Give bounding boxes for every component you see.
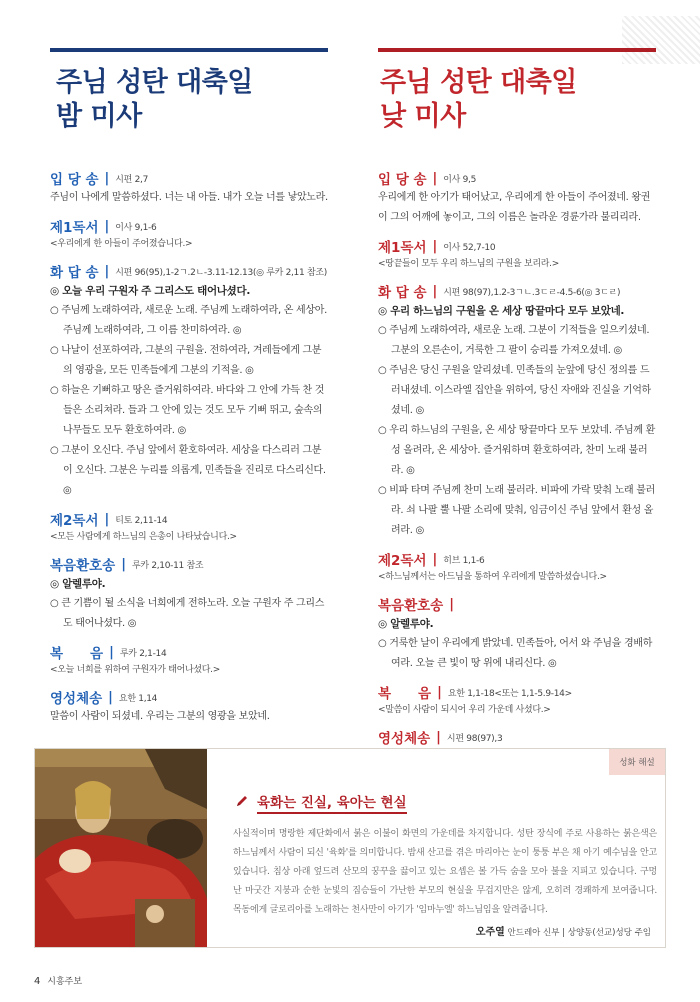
section-ref: 루카 2,1-14 (119, 648, 167, 659)
entrance-antiphon-heading: 입 당 송 | 이사 9,5 (378, 168, 656, 188)
entrance-antiphon-heading: 입 당 송 | 시편 2,7 (50, 168, 328, 188)
commentary-body: 사실적이며 명랑한 제단화에서 붉은 이불이 화면의 가운데를 차지합니다. 성탄 장식에 주로 사용하는 붉은색은 하느님께서 사람이 되신 '육화'를 의미합니다. 밤새 산고를 겪은 마리아는 눈이 퉁퉁 부은 채 아기 예수님을 안고 있습니다. 침상 아래 엎드려 산모의 꿍꾸을 끓이고 있는 요셉은 볼 가득 숨을 모아 불을 지피고 있습니다. 구멍 난 마굿간 지붕과 순한 눈빛의 짐승들이 가난한 부모의 현실을 무겁지만은 않게, 오히려 경쾌하게 보여줍니다. 목동에게 글로리아를 노래하는 천사만이 아기가 '임마누엘' 하느님임을 알려줍니다. (233, 829, 657, 915)
commentary-tag: 성화 해설 (609, 749, 665, 775)
psalm-response: ◎ 오늘 우리 구원자 주 그리스도 태어나셨다. (50, 285, 251, 297)
commentary-title: 육화는 진실, 육아는 현실 (257, 791, 407, 814)
psalm-heading: 화 답 송 | 시편 98(97),1.2-3ㄱㄴ.3ㄷㄹ-4.5-6(◎ 3ㄷㄹ) (378, 281, 656, 301)
gospel-heading: 복 음 | 요한 1,1-18<또는 1,1-5.9-14> (378, 682, 656, 702)
second-reading-summary: <하느님께서는 아드님을 통하여 우리에게 말씀하셨습니다.> (378, 572, 607, 582)
art-commentary-box (34, 748, 666, 948)
section-ref: 요한 1,14 (118, 693, 158, 704)
first-reading-summary: <땅끝들이 모두 우리 하느님의 구원을 보리라.> (378, 259, 559, 269)
section-label: 복 음 (50, 646, 104, 662)
psalm-verse: ○ 주님은 당신 구원을 알리셨네. 민족들의 눈앞에 당신 정의를 드러내셨네. 이스라엘 집안을 위하여, 당신 자애와 진실을 기억하셨네. ◎ (378, 365, 651, 416)
gospel-summary: <오늘 너희를 위하여 구원자가 태어나셨다.> (50, 665, 220, 675)
page-footer (34, 974, 82, 987)
alleluia-verse: ○ 큰 기쁨이 될 소식을 너희에게 전하노라. 오늘 구원자 주 그리스도 태어나셨다. ◎ (50, 598, 325, 629)
section-label: 화 답 송 (378, 285, 427, 301)
communion-heading: 영성체송 | 시편 98(97),3 (378, 727, 656, 747)
gospel-heading: 복 음 | 루카 2,1-14 (50, 642, 328, 662)
night-mass-title (56, 66, 328, 134)
author-role: 안드레아 신부 | 상양동(선교)성당 주임 (507, 928, 651, 938)
section-ref: 시편 98(97),3 (446, 733, 503, 744)
section-label: 영성체송 (50, 691, 103, 707)
second-reading-summary: <모든 사람에게 하느님의 은총이 나타났습니다.> (50, 532, 237, 542)
section-ref: 티토 2,11-14 (115, 515, 168, 526)
second-reading-heading: 제2독서 | 히브 1,1-6 (378, 549, 656, 569)
author-name: 오주열 (475, 927, 505, 938)
section-label: 복음환호송 (50, 558, 116, 574)
section-label: 영성체송 (378, 731, 431, 747)
section-ref: 루카 2,10-11 참조 (131, 560, 204, 571)
section-label: 입 당 송 (50, 172, 99, 188)
entrance-antiphon-text: 우리에게 한 아기가 태어났고, 우리에게 한 아들이 주어졌네. 왕권이 그의 어깨에 놓이고, 그의 이름은 놀라운 경륜가라 불리리라. (378, 192, 651, 223)
section-label: 제1독서 (378, 240, 427, 256)
section-ref: 이사 9,5 (443, 174, 477, 185)
first-reading-summary: <우리에게 한 아들이 주어졌습니다.> (50, 239, 193, 249)
section-ref: 히브 1,1-6 (443, 555, 485, 566)
section-ref: 시편 98(97),1.2-3ㄱㄴ.3ㄷㄹ-4.5-6(◎ 3ㄷㄹ) (443, 287, 621, 298)
psalm-verse: ○ 주님께 노래하여라, 새로운 노래. 그분이 기적들을 일으키셨네. 그분의 오른손이, 거룩한 그 팔이 승리를 가져오셨네. ◎ (378, 325, 650, 356)
commentary-heading (235, 791, 407, 814)
gospel-acclamation-heading: 복음환호송 | (378, 594, 656, 614)
entrance-antiphon-text: 주님이 나에게 말씀하셨다. 너는 내 아들. 내가 오늘 너를 낳았노라. (50, 192, 328, 203)
section-ref: 요한 1,1-18<또는 1,1-5.9-14> (447, 688, 572, 699)
title-rule (50, 48, 328, 52)
alleluia-response: ◎ 알렐루야. (50, 578, 106, 590)
nativity-painting (35, 749, 207, 947)
title-line-1: 주님 성탄 대축일 (380, 67, 577, 98)
psalm-heading: 화 답 송 | 시편 96(95),1-2ㄱ.2ㄴ-3.11-12.13(◎ 루카 2,11 참조) (50, 261, 328, 281)
title-line-2: 낮 미사 (380, 101, 466, 132)
section-label: 제2독서 (378, 553, 427, 569)
first-reading-heading: 제1독서 | 이사 9,1-6 (50, 216, 328, 236)
psalm-response: ◎ 우리 하느님의 구원을 온 세상 땅끝마다 모두 보았네. (378, 305, 625, 317)
first-reading-heading: 제1독서 | 이사 52,7-10 (378, 236, 656, 256)
pen-icon (235, 793, 249, 812)
section-label: 제1독서 (50, 220, 99, 236)
psalm-verse: ○ 비파 타며 주님께 찬미 노래 불러라. 비파에 가락 맞춰 노래 불러라. 쇠 나팔 뿔 나팔 소리에 맞춰, 임금이신 주님 앞에서 환성 올려라. ◎ (378, 485, 655, 536)
page-number: 4 (34, 976, 41, 987)
publication-name: 시흥주보 (47, 977, 83, 987)
section-label: 제2독서 (50, 513, 99, 529)
section-ref: 시편 2,7 (115, 174, 149, 185)
day-mass-title (380, 66, 656, 134)
section-ref: 시편 96(95),1-2ㄱ.2ㄴ-3.11-12.13(◎ 루카 2,11 참조) (115, 267, 327, 278)
author-byline (476, 923, 651, 938)
alleluia-verse: ○ 거룩한 날이 우리에게 밝았네. 민족들아, 어서 와 주님을 경배하여라. 오늘 큰 빛이 땅 위에 내리신다. ◎ (378, 638, 653, 669)
psalm-verse: ○ 그분이 오신다. 주님 앞에서 환호하여라. 세상을 다스리러 그분이 오신다. 그분은 누리를 의롭게, 민족들을 진리로 다스리신다. ◎ (50, 445, 326, 496)
section-label: 입 당 송 (378, 172, 427, 188)
section-label: 화 답 송 (50, 265, 99, 281)
title-line-1: 주님 성탄 대축일 (56, 67, 253, 98)
section-label: 복음환호송 (378, 598, 444, 614)
psalm-verse: ○ 나날이 선포하여라, 그분의 구원을. 전하여라, 겨레들에게 그분의 영광을, 모든 민족들에게 그분의 기적을. ◎ (50, 345, 322, 376)
psalm-verse: ○ 우리 하느님의 구원을, 온 세상 땅끝마다 모두 보았네. 주님께 환성 올려라, 온 세상아. 즐거워하며 환호하여라, 찬미 노래 불러라. ◎ (378, 425, 655, 476)
communion-heading: 영성체송 | 요한 1,14 (50, 687, 328, 707)
section-ref: 이사 9,1-6 (115, 222, 157, 233)
communion-text: 말씀이 사람이 되셨네. 우리는 그분의 영광을 보았네. (50, 711, 270, 722)
second-reading-heading: 제2독서 | 티토 2,11-14 (50, 509, 328, 529)
section-ref: 이사 52,7-10 (443, 242, 496, 253)
title-rule (378, 48, 656, 52)
night-mass-column (50, 48, 328, 727)
section-label: 복 음 (378, 686, 432, 702)
alleluia-response: ◎ 알렐루야. (378, 618, 434, 630)
gospel-summary: <말씀이 사람이 되시어 우리 가운데 사셨다.> (378, 705, 551, 715)
psalm-verse: ○ 주님께 노래하여라, 새로운 노래. 주님께 노래하여라, 온 세상아. 주님께 노래하여라, 그 이름 찬미하여라. ◎ (50, 305, 327, 336)
title-line-2: 밤 미사 (56, 101, 142, 132)
gospel-acclamation-heading: 복음환호송 | 루카 2,10-11 참조 (50, 554, 328, 574)
psalm-verse: ○ 하늘은 기뻐하고 땅은 즐거워하여라. 바다와 그 안에 가득 찬 것들은 소리쳐라. 들과 그 안에 있는 것도 모두 기뻐 뛰고, 숲속의 나무들도 모두 환호하여라. ◎ (50, 385, 325, 436)
day-mass-column (378, 48, 656, 767)
